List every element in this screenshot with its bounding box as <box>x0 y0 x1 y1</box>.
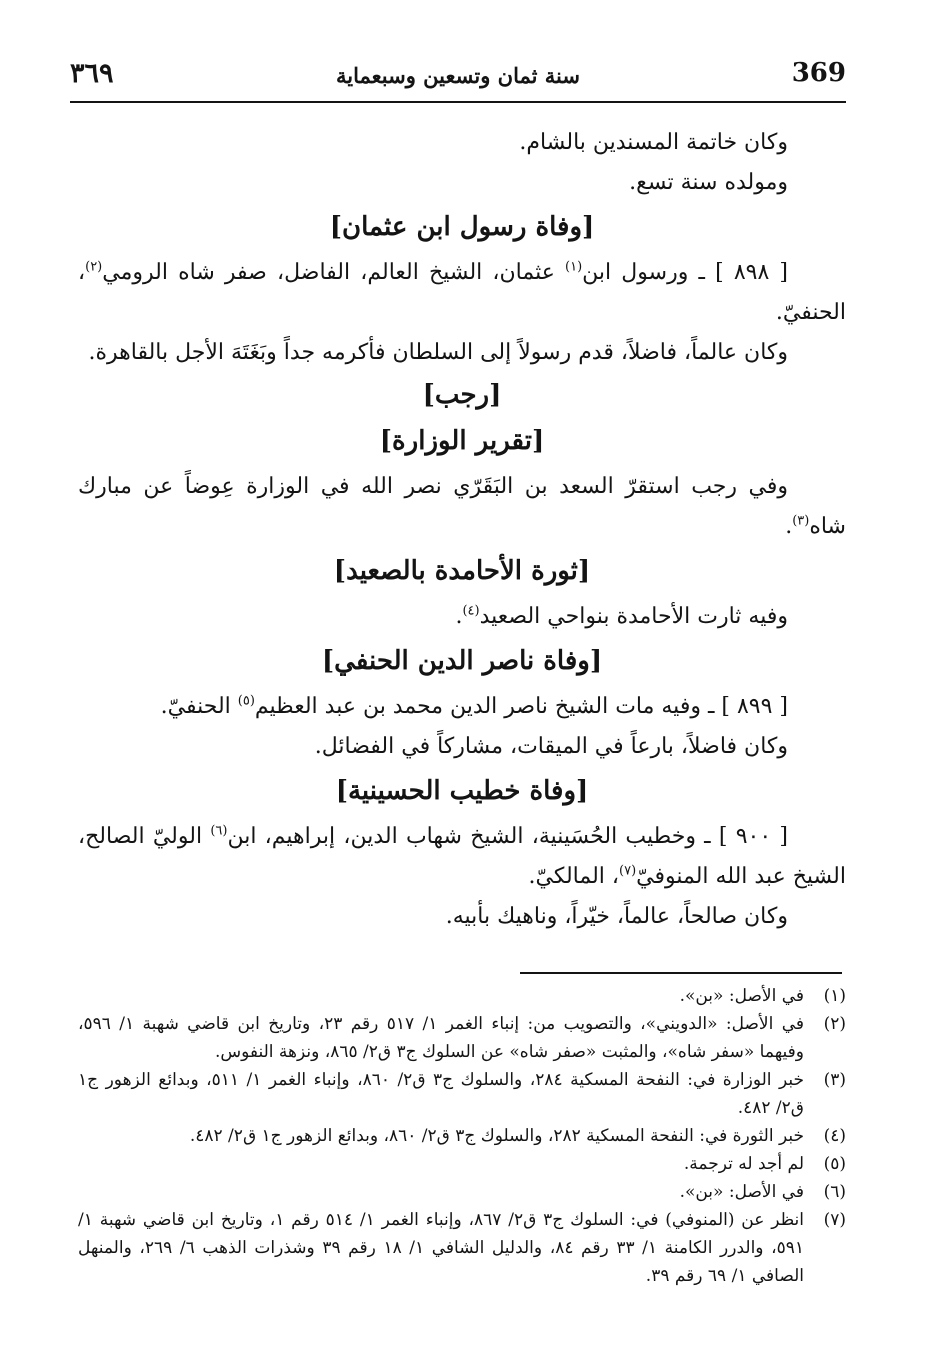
footnote: (٧) انظر عن (المنوفي) في: السلوك ج٣ ق٢/ ٨٦٧، وإنباء الغمر ١/ ٥١٤ رقم ١، وتاريخ ابن قاضي شهبة ١/ ٥٩١، والدرر الكامنة ١/ ٣٣ رقم ٨٤، والدليل الشافي ١/ ١٨ رقم ٣٩ وشذرات الذهب ٦/ ٢٦٩، والمنهل الصافي ١/ ٦٩ رقم ٣٩. <box>78 1210 846 1286</box>
paragraph: وكان خاتمة المسندين بالشام. <box>519 130 788 155</box>
footnote-ref: (٢) <box>85 259 103 275</box>
section-heading: [وفاة ناصر الدين الحنفي] <box>321 646 603 676</box>
footnote-ref: (١) <box>565 259 583 275</box>
footnote: (٢) في الأصل: «الدويني»، والتصويب من: إنباء الغمر ١/ ٥١٧ رقم ٢٣، وتاريخ ابن قاضي شهبة ١/ ٥٩٦، وفيهما «سفر شاه»، والمثبت «صفر شاه» عن السلوك ج٣ ق٢/ ٨٦٥، ونزهة النفوس. <box>78 1014 846 1062</box>
footnote: (٥) لم أجد له ترجمة. <box>683 1154 846 1174</box>
entry-paragraph: [ ٨٩٨ ] ـ ورسول ابن$^{(١)}$ عثمان، الشيخ العالم، الفاضل، صفر شاه الرومي$^{(٢)}$، الحنفيّ. <box>78 259 846 325</box>
page-number-latin: 369 <box>791 58 846 88</box>
entry-paragraph: [ ٩٠٠ ] ـ وخطيب الحُسَينية، الشيخ شهاب الدين، إبراهيم، ابن$^{(٦)}$ الوليّ الصالح، الشيخ عبد الله المنوفيّ$^{(٧)}$، المالكيّ. <box>78 823 846 889</box>
footnote: (١) في الأصل: «بن». <box>679 986 846 1006</box>
section-heading: [وفاة رسول ابن عثمان] <box>329 212 595 242</box>
section-heading: [تقرير الوزارة] <box>379 426 545 456</box>
header-rule <box>70 101 846 103</box>
entry-paragraph: [ ٨٩٩ ] ـ وفيه مات الشيخ ناصر الدين محمد بن عبد العظيم$^{(٥)}$ الحنفيّ. <box>160 693 788 719</box>
page-number-arabic: ٣٦٩ <box>70 58 114 89</box>
paragraph: وكان فاضلاً، بارعاً في الميقات، مشاركاً في الفضائل. <box>314 734 788 759</box>
paragraph: ومولده سنة تسع. <box>629 170 788 195</box>
section-heading: [وفاة خطيب الحسينية] <box>335 776 589 806</box>
footnote-ref: (٣) <box>792 513 810 529</box>
section-heading: [ثورة الأحامدة بالصعيد] <box>333 556 591 586</box>
footnote-rule <box>520 972 842 974</box>
footnote-ref: (٤) <box>462 603 480 619</box>
running-title: سنة ثمان وتسعين وسبعماية <box>336 63 580 88</box>
footnote: (٤) خبر الثورة في: النفحة المسكية ٢٨٢، والسلوك ج٣ ق٢/ ٨٦٠، وبدائع الزهور ج١ ق٢/ ٤٨٢. <box>189 1126 846 1146</box>
paragraph: وفيه ثارت الأحامدة بنواحي الصعيد$^{(٤)}$. <box>455 603 788 629</box>
main-text <box>78 123 846 937</box>
footnote-ref: (٦) <box>210 823 228 839</box>
footnote: (٦) في الأصل: «بن». <box>679 1182 846 1202</box>
footnotes <box>78 982 846 1290</box>
paragraph: وفي رجب استقرّ السعد بن البَقَرّي نصر الله في الوزارة عِوضاً عن مبارك شاه$^{(٣)}$. <box>78 474 846 539</box>
page-header <box>70 54 846 98</box>
paragraph: وكان صالحاً، عالماً، خيّراً، وناهيك بأبيه. <box>445 904 788 929</box>
footnote-ref: (٥) <box>237 693 255 709</box>
footnote: (٣) خبر الوزارة في: النفحة المسكية ٢٨٤، والسلوك ج٣ ق٢/ ٨٦٠، وإنباء الغمر ١/ ٥١١، وبدائع الزهور ج١ ق٢/ ٤٨٢. <box>78 1070 846 1118</box>
paragraph: وكان عالماً، فاضلاً، قدم رسولاً إلى السلطان فأكرمه جداً وبَغَتَهَ الأجل بالقاهرة. <box>88 340 788 365</box>
month-heading: [رجب] <box>422 380 502 410</box>
footnote-ref: (٧) <box>619 863 637 879</box>
